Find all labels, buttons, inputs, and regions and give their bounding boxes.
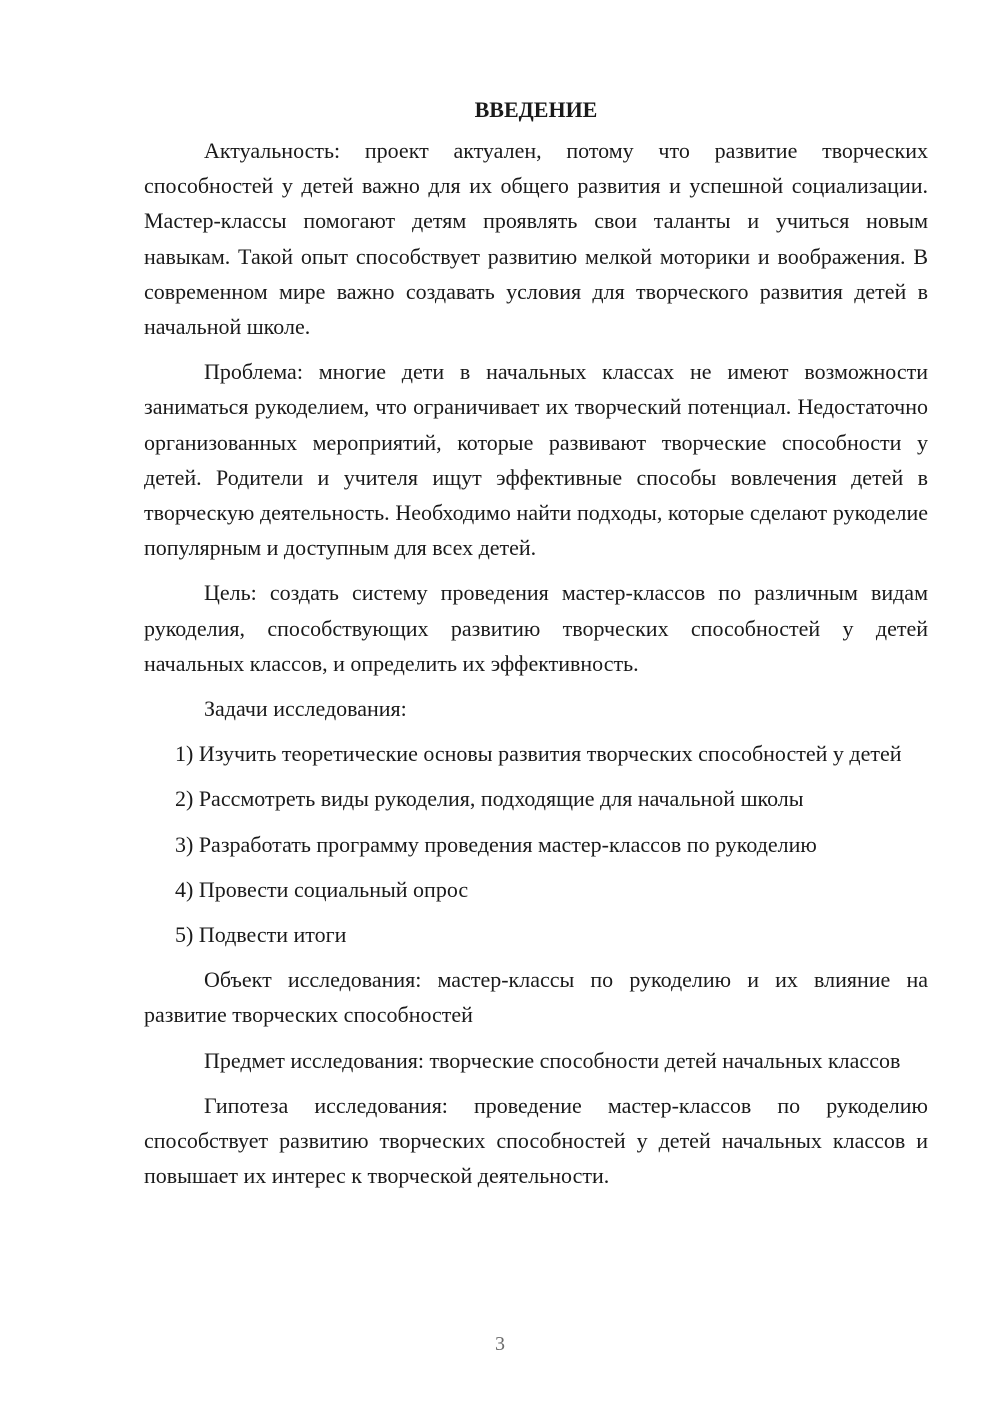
object-paragraph: Объект исследования: мастер-классы по рукоделию и их влияние на развитие творческих способностей (144, 967, 928, 1028)
subject-paragraph: Предмет исследования: творческие способности детей начальных классов (204, 1047, 901, 1073)
tasks-heading: Задачи исследования: (204, 696, 407, 722)
goal-paragraph: Цель: создать систему проведения мастер-классов по различным видам рукоделия, способствующих развитию творческих способностей у детей начальных классов, и определить их эффективность. (144, 580, 928, 676)
tasks-list (144, 736, 928, 952)
problem-paragraph: Проблема: многие дети в начальных классах не имеют возможности заниматься рукоделием, что ограничивает их творческий потенциал. Недостаточно организованных мероприятий, которые развивают творческие способности у детей. Родители и учителя ищут эффективные способы вовлечения детей в творческую деятельность. Необходимо найти подходы, которые сделают рукоделие популярным и доступным для всех детей. (144, 359, 928, 561)
task-item: 4) Провести социальный опрос (175, 876, 469, 902)
task-item: 1) Изучить теоретические основы развития творческих способностей у детей (175, 741, 902, 767)
page-title: ВВЕДЕНИЕ (474, 97, 598, 122)
page-number: 3 (495, 1333, 505, 1355)
hypothesis-paragraph: Гипотеза исследования: проведение мастер-классов по рукоделию способствует развитию творческих способностей у детей начальных классов и повышает их интерес к творческой деятельности. (144, 1092, 928, 1189)
task-item: 2) Рассмотреть виды рукоделия, подходящие для начальной школы (175, 786, 804, 812)
task-item: 3) Разработать программу проведения мастер-классов по рукоделию (175, 831, 817, 857)
relevance-paragraph: Актуальность: проект актуален, потому что развитие творческих способностей у детей важно для их общего развития и успешной социализации. Мастер-классы помогают детям проявлять свои таланты и учиться новым навыкам. Такой опыт способствует развитию мелкой моторики и воображения. В современном мире важно создавать условия для творческого развития детей в начальной школе. (144, 138, 928, 340)
document-page (144, 92, 928, 1203)
task-item: 5) Подвести итоги (175, 922, 347, 948)
